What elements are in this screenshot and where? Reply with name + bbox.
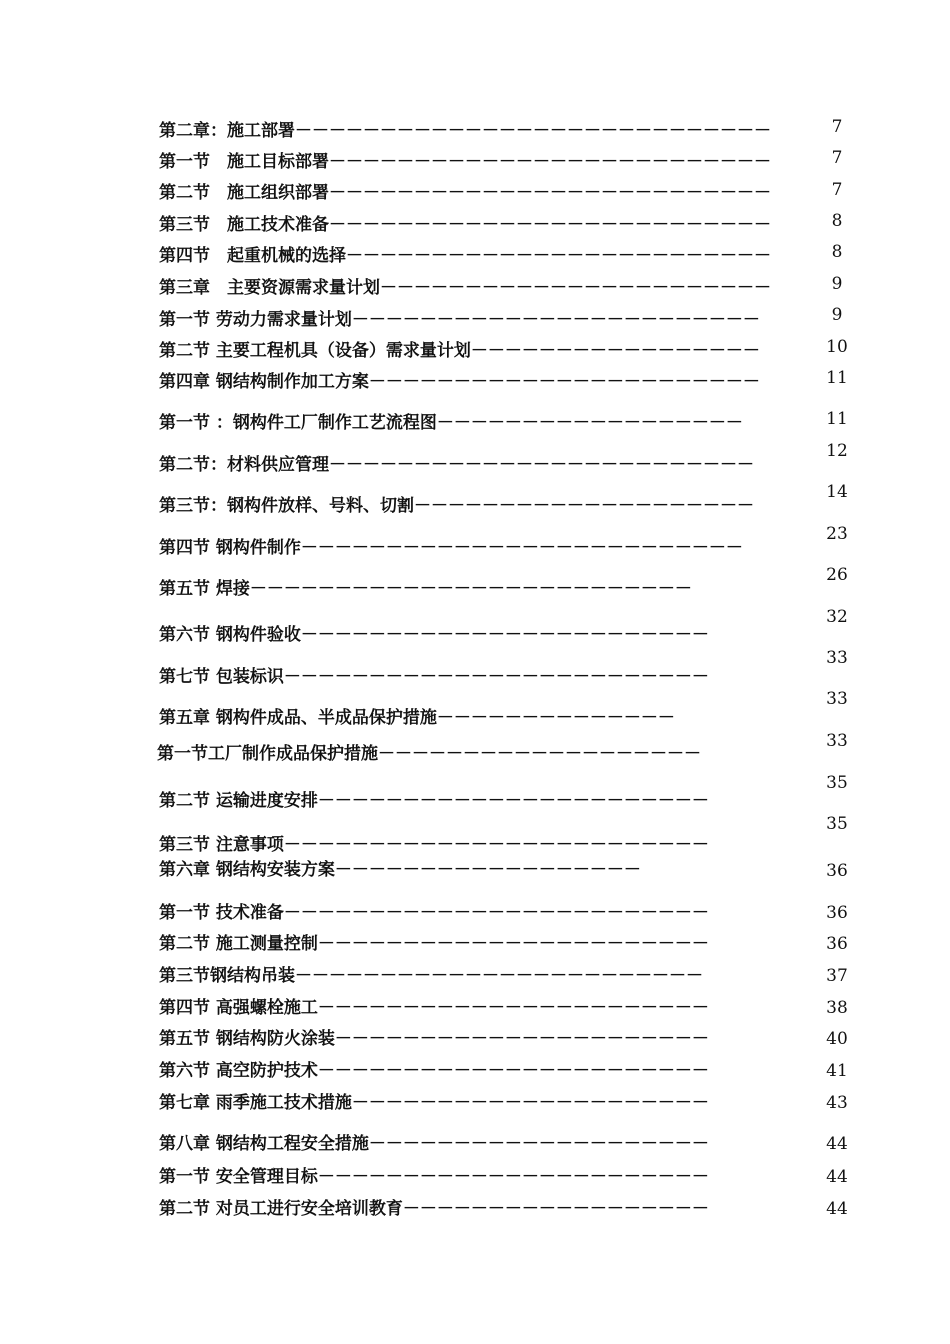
toc-entry-page-number: 23 (826, 524, 848, 544)
toc-entry-page-number: 32 (826, 607, 848, 627)
toc-entry-title: 第二节 运输进度安排－－－－－－－－－－－－－－－－－－－－－－－ (159, 791, 709, 811)
toc-entry-page-number: 38 (826, 998, 848, 1018)
toc-entry-page-number: 33 (826, 731, 848, 751)
toc-entry-title: 第二节 对员工进行安全培训教育－－－－－－－－－－－－－－－－－－ (159, 1199, 709, 1219)
toc-entry-page-number: 8 (831, 211, 843, 231)
toc-entry-page-number: 7 (831, 180, 843, 200)
toc-entry-title: 第五节 焊接－－－－－－－－－－－－－－－－－－－－－－－－－－ (159, 579, 692, 599)
toc-entry-title: 第三节：钢构件放样、号料、切割－－－－－－－－－－－－－－－－－－－－ (159, 496, 754, 516)
toc-entry-page-number: 43 (826, 1093, 848, 1113)
toc-entry-page-number: 10 (826, 337, 848, 357)
toc-entry-page-number: 37 (826, 966, 848, 986)
toc-entry-title: 第四节 钢构件制作－－－－－－－－－－－－－－－－－－－－－－－－－－ (159, 538, 743, 558)
toc-entry-title: 第二节 施工组织部署－－－－－－－－－－－－－－－－－－－－－－－－－－ (159, 183, 771, 203)
toc-entry-title: 第五章 钢构件成品、半成品保护措施－－－－－－－－－－－－－－ (159, 708, 675, 728)
toc-entry-title: 第三节钢结构吊装－－－－－－－－－－－－－－－－－－－－－－－－ (159, 966, 703, 986)
toc-entry-title: 第二节 施工测量控制－－－－－－－－－－－－－－－－－－－－－－－ (159, 934, 709, 954)
toc-entry-title: 第五节 钢结构防火涂装－－－－－－－－－－－－－－－－－－－－－－ (159, 1029, 709, 1049)
toc-entry-title: 第三节 施工技术准备－－－－－－－－－－－－－－－－－－－－－－－－－－ (159, 215, 771, 235)
toc-entry-title: 第八章 钢结构工程安全措施－－－－－－－－－－－－－－－－－－－－ (159, 1134, 709, 1154)
toc-entry-page-number: 33 (826, 689, 848, 709)
toc-entry-page-number: 33 (826, 648, 848, 668)
toc-entry-title: 第一节 ：钢构件工厂制作工艺流程图－－－－－－－－－－－－－－－－－－ (159, 413, 743, 433)
toc-entry-page-number: 11 (826, 409, 848, 429)
toc-entry-page-number: 36 (826, 934, 848, 954)
toc-entry-title: 第二章：施工部署－－－－－－－－－－－－－－－－－－－－－－－－－－－－ (159, 121, 771, 141)
toc-entry-title: 第二节 主要工程机具（设备）需求量计划－－－－－－－－－－－－－－－－－ (159, 341, 760, 361)
toc-entry-title: 第四章 钢结构制作加工方案－－－－－－－－－－－－－－－－－－－－－－－ (159, 372, 760, 392)
toc-entry-page-number: 44 (826, 1199, 848, 1219)
toc-entry-page-number: 35 (826, 814, 848, 834)
toc-entry-page-number: 26 (826, 565, 848, 585)
toc-entry-title: 第三节 注意事项－－－－－－－－－－－－－－－－－－－－－－－－－ (159, 835, 709, 855)
toc-entry-page-number: 35 (826, 773, 848, 793)
toc-entry-title: 第七节 包装标识－－－－－－－－－－－－－－－－－－－－－－－－－ (159, 667, 709, 687)
toc-entry-page-number: 12 (826, 441, 848, 461)
toc-entry-page-number: 8 (831, 242, 843, 262)
toc-entry-title: 第一节 施工目标部署－－－－－－－－－－－－－－－－－－－－－－－－－－ (159, 152, 771, 172)
toc-entry-page-number: 36 (826, 861, 848, 881)
toc-entry-page-number: 14 (826, 482, 848, 502)
toc-entry-title: 第三章 主要资源需求量计划－－－－－－－－－－－－－－－－－－－－－－－ (159, 278, 771, 298)
toc-entry-title: 第一节 技术准备－－－－－－－－－－－－－－－－－－－－－－－－－ (159, 903, 709, 923)
toc-entry-page-number: 11 (826, 368, 848, 388)
toc-entry-title: 第一节工厂制作成品保护措施－－－－－－－－－－－－－－－－－－－ (157, 744, 701, 764)
toc-entry-title: 第六节 钢构件验收－－－－－－－－－－－－－－－－－－－－－－－－ (159, 625, 709, 645)
toc-entry-page-number: 40 (826, 1029, 848, 1049)
toc-entry-page-number: 9 (831, 305, 843, 325)
toc-entry-title: 第一节 安全管理目标－－－－－－－－－－－－－－－－－－－－－－－ (159, 1167, 709, 1187)
toc-entry-title: 第一节 劳动力需求量计划－－－－－－－－－－－－－－－－－－－－－－－－ (159, 310, 760, 330)
toc-entry-page-number: 7 (831, 117, 843, 137)
toc-entry-title: 第七章 雨季施工技术措施－－－－－－－－－－－－－－－－－－－－－ (159, 1093, 709, 1113)
toc-entry-title: 第六章 钢结构安装方案－－－－－－－－－－－－－－－－－－ (159, 860, 641, 880)
toc-entry-page-number: 44 (826, 1134, 848, 1154)
toc-entry-page-number: 36 (826, 903, 848, 923)
toc-entry-title: 第二节：材料供应管理－－－－－－－－－－－－－－－－－－－－－－－－－ (159, 455, 754, 475)
toc-entry-page-number: 7 (831, 148, 843, 168)
toc-entry-title: 第四节 高强螺栓施工－－－－－－－－－－－－－－－－－－－－－－－ (159, 998, 709, 1018)
toc-entry-page-number: 41 (826, 1061, 848, 1081)
toc-entry-title: 第四节 起重机械的选择－－－－－－－－－－－－－－－－－－－－－－－－－ (159, 246, 771, 266)
toc-entry-title: 第六节 高空防护技术－－－－－－－－－－－－－－－－－－－－－－－ (159, 1061, 709, 1081)
toc-entry-page-number: 44 (826, 1167, 848, 1187)
toc-entry-page-number: 9 (831, 274, 843, 294)
